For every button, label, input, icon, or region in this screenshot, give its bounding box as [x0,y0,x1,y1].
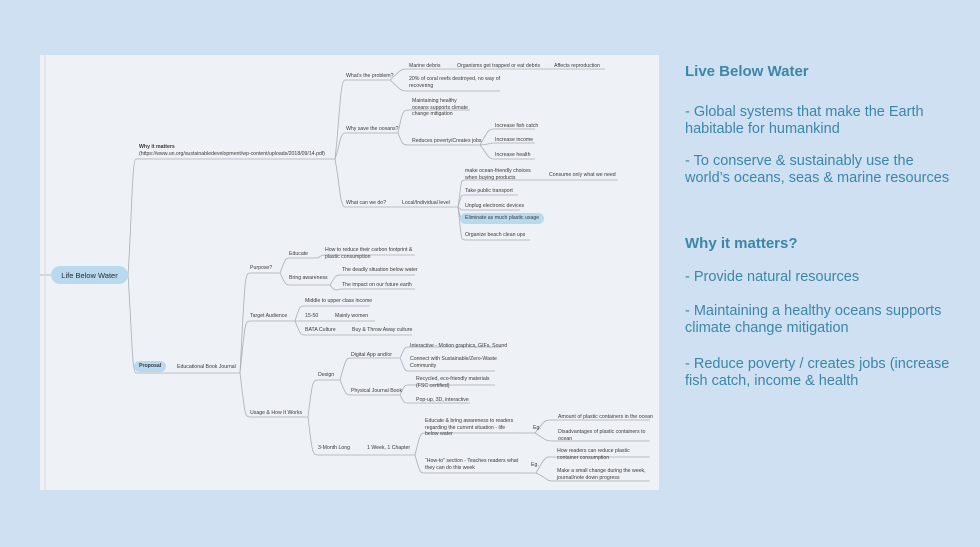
carbon-node[interactable]: How to reduce their carbon footprint & plastic consumption [325,247,413,260]
purpose-node[interactable]: Purpose? [250,265,273,271]
income-node[interactable]: Increase income [495,137,534,143]
educate-node[interactable]: Educate [289,251,309,257]
why-save-node[interactable]: Why save the oceans? [346,126,399,132]
transport-node[interactable]: Take public transport [465,188,513,194]
how-readers-node[interactable]: How readers can reduce plastic container consumption [557,448,630,461]
middle-node[interactable]: Middle to upper class income [305,298,373,304]
maintaining-node[interactable]: Maintaining healthy oceans supports climate change mitigation [412,98,468,117]
health-node[interactable]: Increase health [495,152,531,158]
affects-node[interactable]: Affects reproduction [554,63,601,69]
marine-debris-node[interactable]: Marine debris [409,63,441,69]
what-can-node[interactable]: What can we do? [346,200,387,206]
interactive-node[interactable]: Interactive - Motion graphics, GIFs, Sound [410,343,508,349]
bring-node[interactable]: Bring awareness [289,275,328,281]
target-node[interactable]: Target Audience [250,313,288,319]
disadv-node[interactable]: Disadvantages of plastic containers to ocean [558,429,646,442]
eg1-node[interactable]: Eg. [533,425,541,431]
panel-point-resources: - Provide natural resources [685,269,860,285]
eliminate-node[interactable]: Eliminate as much plastic usage [460,213,544,224]
popup-node[interactable]: Pop-up, 3D, interactive [416,397,469,403]
design-node[interactable]: Design [318,372,335,378]
beach-node[interactable]: Organize beach clean ups [465,232,526,238]
proposal-node[interactable]: Proposal [134,361,166,372]
women-node[interactable]: Mainly women [335,313,369,319]
whats-problem-node[interactable]: What’s the problem? [346,73,394,79]
amount-node[interactable]: Amount of plastic containers in the ocean [558,414,653,420]
panel-point-poverty: - Reduce poverty / creates jobs (increase fish catch, income & health [685,356,950,389]
panel-point-conserve: - To conserve & sustainably use the world’s oceans, seas & marine resources [685,153,950,186]
edu-book-node[interactable]: Educational Book Journal [177,364,236,370]
why-url: (https://www.un.org/sustainabledevelopment/wp-content/uploads/2018/09/14.pdf) [139,150,326,157]
educate-bring-node[interactable]: Educate & bring awareness to readers regarding the current situation - life below water [425,418,514,437]
eg2-node[interactable]: Eg. [531,462,539,468]
notes-panel [685,62,955,390]
root-node[interactable]: Life Below Water [51,266,128,284]
physical-node[interactable]: Physical Journal Book [351,388,403,394]
fish-node[interactable]: Increase fish catch [495,123,539,129]
reduces-node[interactable]: Reduces poverty/Creates jobs [412,138,482,144]
connect-node[interactable]: Connect with Sustainable/Zero-Waste Community [410,356,497,369]
howto-node[interactable]: “How-to” section - Teaches readers what they can do this week [425,458,519,471]
usage-node[interactable]: Usage & How It Works [250,410,303,416]
month-node[interactable]: 3-Month Long [318,445,351,451]
buy-node[interactable]: Buy & Throw Away culture [352,327,413,333]
bata-node[interactable]: BATA Culture [305,327,336,333]
week-node[interactable]: 1 Week, 1 Chapter [367,445,411,451]
panel-point-global: - Global systems that make the Earth habitable for humankind [685,104,924,137]
age-node[interactable]: 15-50 [305,313,319,319]
local-node[interactable]: Local/Individual level [402,200,450,206]
small-change-node[interactable]: Make a small change during the week, journal/note down progress [557,468,646,481]
unplug-node[interactable]: Unplug electronic devices [465,203,525,209]
digital-node[interactable]: Digital App and/or [351,352,392,358]
panel-point-maintaining: - Maintaining a healthy oceans supports climate change mitigation [685,303,942,336]
panel-title-live: Live Below Water [685,63,809,80]
consume-node[interactable]: Consume only what we need [549,172,616,178]
deadly-node[interactable]: The deadly situation below water [342,267,418,273]
why-node[interactable] [139,144,325,157]
coral-node[interactable]: 20% of coral reefs destroyed, no way of recovering [409,76,501,89]
panel-title-why: Why it matters? [685,235,798,252]
organisms-node[interactable]: Organisms get trapped or eat debris [457,63,541,69]
why-label: Why it matters [139,144,175,150]
ocean-friendly-node[interactable]: make ocean-friendly choices when buying products [465,168,531,181]
recycled-node[interactable]: Recycled, eco-friendly materials (FSC certified) [416,376,490,389]
impact-node[interactable]: The impact on our future earth [342,282,412,288]
mind-map-canvas[interactable] [40,55,659,490]
